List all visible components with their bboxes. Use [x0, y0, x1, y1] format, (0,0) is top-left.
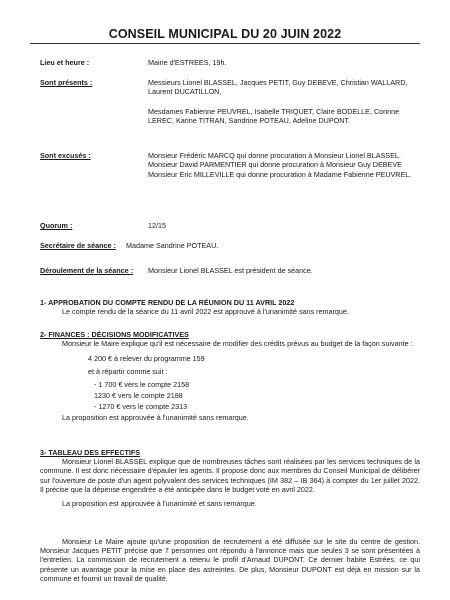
section-1-heading: 1- APPROBATION DU COMPTE RENDU DE LA RÉUNION DU 11 AVRIL 2022 — [40, 298, 295, 307]
section-2-amount: 4 200 € à relever du programme 159 — [88, 354, 205, 364]
section-2-repartir: et à répartir comme suit : — [88, 366, 168, 376]
presents-list — [148, 78, 423, 131]
secretaire-value: Madame Sandrine POTEAU. — [126, 241, 219, 250]
section-2-item-3: - 1270 € vers le compte 2313 — [94, 402, 188, 412]
deroulement-value: Monsieur Lionel BLASSEL est président de séance. — [148, 266, 313, 275]
deroulement-label: Déroulement de la séance : — [40, 266, 134, 275]
quorum-label: Quorum : — [40, 221, 73, 230]
section-1-text: Le compte rendu de la séance du 11 avril 2022 est approuvé à l'unanimité sans remarque. — [62, 307, 349, 317]
section-3-heading: 3- TABLEAU DES EFFECTIFS — [40, 448, 141, 457]
excuses-line-3: Monsieur Eric MILLEVILLE qui donne procuration à Madame Fabienne PEUVREL. — [148, 169, 412, 179]
section-2-conclusion: La proposition est approuvée à l'unanimité sans remarque. — [62, 413, 249, 423]
section-2-heading: 2- FINANCES : DÉCISIONS MODIFICATIVES — [40, 330, 189, 339]
excuses-line-2: Monsieur David PARMENTIER qui donne procuration à Monsieur Guy DEBEVE — [148, 160, 402, 170]
section-3-conclusion: La proposition est approuvée à l'unanimité et sans remarque. — [62, 499, 257, 509]
section-1 — [40, 298, 420, 316]
section-2-item-2: 1230 € vers le compte 2188 — [94, 391, 183, 401]
section-2-intro: Monsieur le Maire explique qu'il est nécessaire de modifier des crédits prévus au budget de la façon suivante : — [62, 339, 413, 349]
presents-label: Sont présents : — [40, 78, 93, 87]
section-3-text: Monsieur Lionel BLASSEL explique que de nombreuses tâches sont réalisées par les services techniques de la commune. Il est donc nécessaire d'épauler les agents. Il propose donc aux membres du Conseil Municipal de délibérer sur l'ouverture de poste d'un agent polyvalent des services techniques (IM 382 – IB 364) à compter du 1er juillet 2022. Il précise que la dépense engendrée a été anticipée dans le budget voté en avril 2022. — [40, 457, 420, 494]
section-2-item-1: - 1 700 € vers le compte 2158 — [94, 379, 190, 389]
document-title: CONSEIL MUNICIPAL DU 20 JUIN 2022 — [108, 27, 342, 41]
lieu-value: Mairie d'ESTREES, 19h. — [148, 58, 227, 67]
quorum-value: 12/15 — [148, 221, 166, 230]
presents-line-messieurs: Messieurs Lionel BLASSEL, Jacques PETIT, Guy DEBEVE, Christian WALLARD, Laurent DUCATILLON, — [148, 78, 408, 97]
lieu-label: Lieu et heure : — [40, 58, 90, 67]
secretaire-label: Secrétaire de séance : — [40, 241, 116, 250]
section-4 — [40, 537, 420, 583]
excuses-list — [148, 151, 423, 179]
excuses-label: Sont excusés : — [40, 151, 91, 160]
section-2 — [40, 330, 420, 423]
section-3 — [40, 448, 420, 508]
presents-line-mesdames: Mesdames Fabienne PEUVREL, Isabelle TRIQUET, Claire BODELLE, Corinne LEREC, Karine TITRAN, Sandrine POTEAU, Adeline DUPONT. — [148, 106, 400, 125]
title-underline — [30, 43, 420, 44]
section-4-text: Monsieur Le Maire ajoute qu'une proposition de recrutement a été diffusée sur le site du centre de gestion. Monsieur Jacques PETIT précise que 7 personnes ont répondu à l'annonce mais que seules 3 se sont présentées à l'entretien. La commission de recrutement a retenu le profil d'Arnaud DUPONT. Ce dernier habite Estrées, ce qui présente un avantage pour la mise en place des astreintes. De plus, Monsieur DUPONT est déjà en mission sur la commune et fournit un travail de qualité. — [40, 537, 420, 583]
excuses-line-1: Monsieur Frédéric MARCQ qui donne procuration à Monsieur Lionel BLASSEL. — [148, 151, 401, 160]
